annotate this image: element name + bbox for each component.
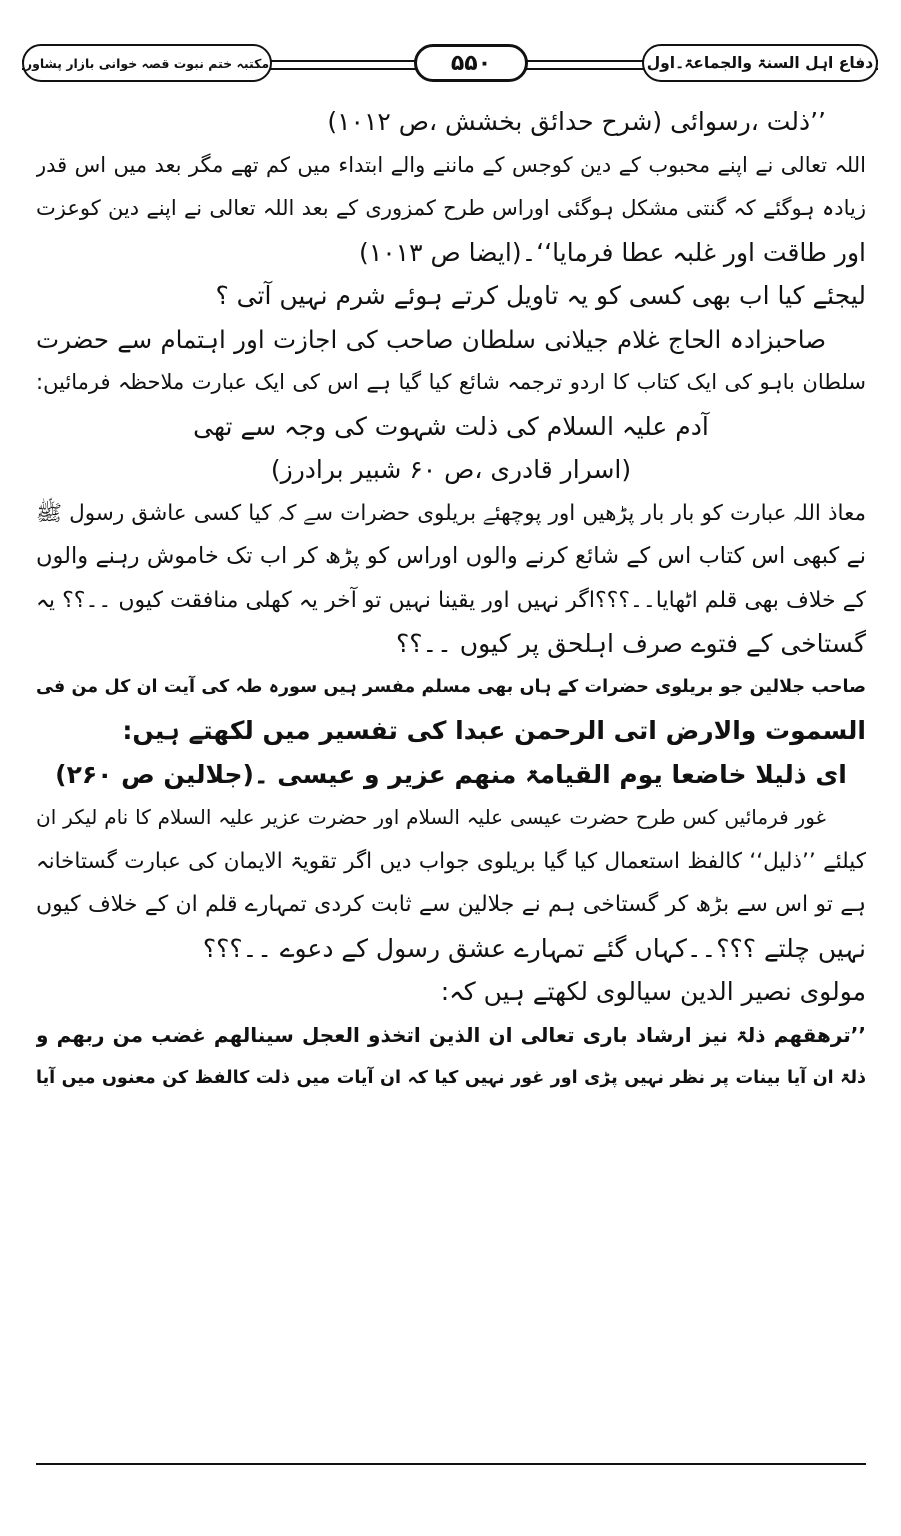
text-line: ہے تو اس سے بڑھ کر گستاخی ہم نے جلالین سے ثابت کردی تمہارے قلم ان کے خلاف کیوں [36,892,866,917]
arabic-quote: ای ذلیلا خاضعا یوم القیامۃ منھم عزیر و عیسی ۔(جلالین ص ۲۶۰) [55,759,847,789]
text-line: صاحبزادہ الحاج غلام جیلانی سلطان صاحب کی اجازت اور اہتمام سے حضرت [36,324,826,354]
body-text [36,100,866,1101]
text-line: سلطان باہو کی ایک کتاب کا اردو ترجمہ شائع کیا گیا ہے اس کی ایک عبارت ملاحظہ فرمائیں: [36,370,866,394]
text-line: معاذ اللہ عبارت کو بار بار پڑھیں اور پوچھئے بریلوی حضرات سے کہ کیا کسی عاشق رسول ﷺ [36,500,866,526]
book-title: دفاع اہل السنۃ والجماعۃ۔اول [642,44,878,82]
text-line: اللہ تعالی نے اپنے محبوب کے دین کوجس کے ماننے والے ابتداء میں کم تھے مگر بعد میں اس قدر [36,152,866,177]
quote-line: ذلۃ ان آیا بینات پر نظر نہیں پڑی اور غور نہیں کیا کہ ان آیات میں ذلت کالفظ کن معنوں میں آیا [36,1068,866,1088]
text-line: السموت والارض اتی الرحمن عبدا کی تفسیر میں لکھتے ہیں: [122,716,866,745]
text-line: اور طاقت اور غلبہ عطا فرمایا‘‘۔(ایضا ص ۱۰۱۳) [359,237,866,267]
text-line: کیلئے ’’ذلیل‘‘ کالفظ استعمال کیا گیا بریلوی جواب دیں اگر تقویۃ الایمان کی عبارت گستاخانہ [36,848,866,874]
quote-line: ’’ذلت ،رسوائی (شرح حدائق بخشش ،ص ۱۰۱۲) [327,107,826,136]
text-line: صاحب جلالین جو بریلوی حضرات کے ہاں بھی مسلم مفسر ہیں سورہ طہ کی آیت ان کل من فی [36,676,866,697]
page-header [22,38,878,90]
text-line: نہیں چلتے ؟؟؟۔۔کہاں گئے تمہارے عشق رسول کے دعوے ۔۔؟؟؟ [202,933,866,963]
citation-line: (اسرار قادری ،ص ۶۰ شبیر برادرز) [270,455,632,484]
text-line: نے کبھی اس کتاب اس کے شائع کرنے والوں اوراس کو پڑھ کر اب تک خاموش رہنے والوں [36,543,866,569]
text-line: لیجئے کیا اب بھی کسی کو یہ تاویل کرتے ہوئے شرم نہیں آتی ؟ [215,281,866,310]
footer-rule [36,1463,866,1465]
text-line: مولوی نصیر الدین سیالوی لکھتے ہیں کہ: [440,977,866,1006]
text-line: گستاخی کے فتوے صرف اہلحق پر کیوں ۔۔؟؟ [396,629,866,658]
text-line: غور فرمائیں کس طرح حضرت عیسی علیہ السلام اور حضرت عزیر علیہ السلام کا نام لیکر ان [36,805,826,829]
page-number: ۵۵۰ [414,44,528,82]
text-line: زیادہ ہوگئے کہ گنتی مشکل ہوگئی اوراس طرح کمزوری کے بعد اللہ تعالی نے اپنے دین کوعزت [36,196,866,220]
publisher-name: مکتبہ ختم نبوت قصہ خوانی بازار پشاور [22,44,272,82]
quoted-statement: آدم علیہ السلام کی ذلت شہوت کی وجہ سے تھی [193,411,709,441]
text-line: کے خلاف بھی قلم اٹھایا۔۔؟؟؟اگر نہیں اور یقینا نہیں تو آخر یہ کھلی منافقت کیوں ۔۔؟؟ یہ [36,587,866,613]
quote-line: ’’ترھقھم ذلۃ نیز ارشاد باری تعالی ان الذین اتخذو العجل سینالھم غضب من ربھم و [36,1022,866,1047]
